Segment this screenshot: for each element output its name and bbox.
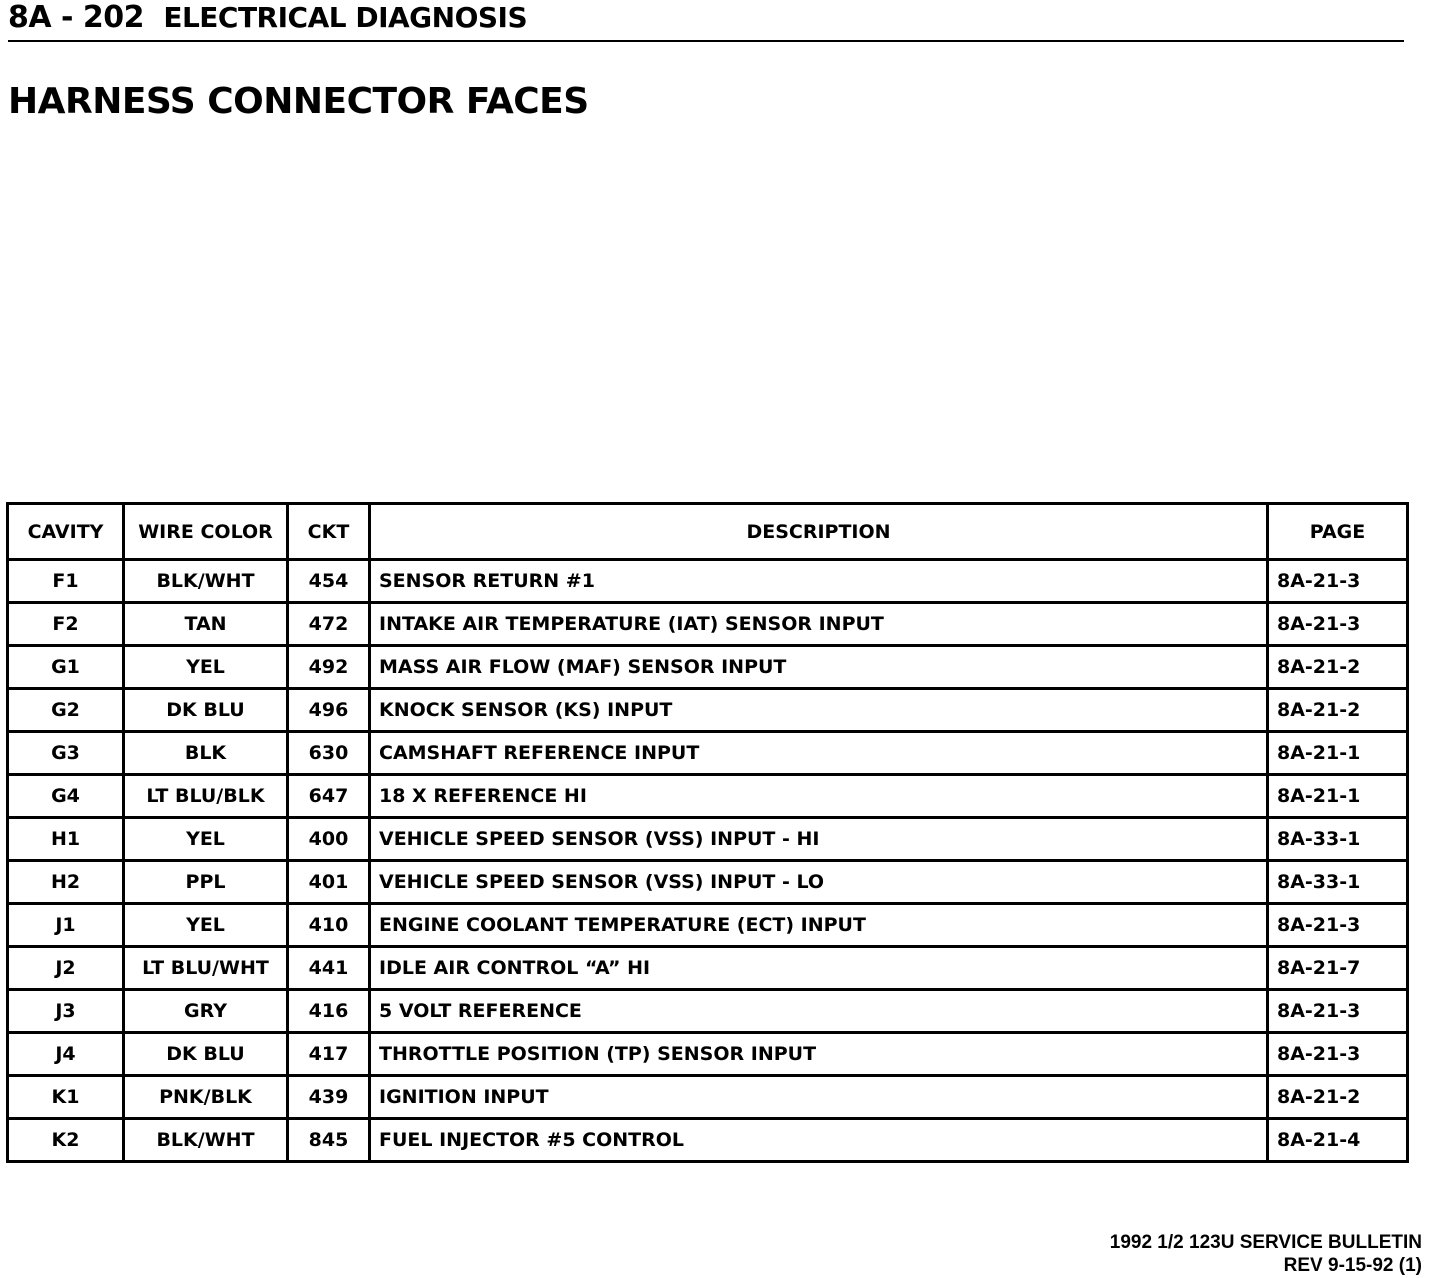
page-cell: 8A-21-1	[1268, 732, 1408, 775]
ckt-cell: 410	[288, 904, 370, 947]
table-row	[8, 990, 1408, 1033]
page-cell: 8A-33-1	[1268, 861, 1408, 904]
wire-color-cell: BLK/WHT	[124, 560, 288, 603]
page-cell: 8A-21-7	[1268, 947, 1408, 990]
ckt-cell: 492	[288, 646, 370, 689]
cavity-cell: K2	[8, 1119, 124, 1162]
cavity-cell: H1	[8, 818, 124, 861]
footer-revision: REV 9-15-92 (1)	[1283, 1255, 1422, 1276]
cavity-cell: F1	[8, 560, 124, 603]
ckt-cell: 454	[288, 560, 370, 603]
column-header-cavity: CAVITY	[8, 504, 124, 560]
description-cell: SENSOR RETURN #1	[370, 560, 1268, 603]
table-row	[8, 947, 1408, 990]
footer	[1110, 1231, 1422, 1277]
page-cell: 8A-21-3	[1268, 904, 1408, 947]
page-cell: 8A-21-3	[1268, 1033, 1408, 1076]
column-header-wire-color: WIRE COLOR	[124, 504, 288, 560]
table-row	[8, 1076, 1408, 1119]
cavity-cell: J1	[8, 904, 124, 947]
table-row	[8, 689, 1408, 732]
wire-color-cell: LT BLU/WHT	[124, 947, 288, 990]
wire-color-cell: DK BLU	[124, 689, 288, 732]
page-number: 8A - 202	[8, 0, 145, 35]
page-cell: 8A-21-4	[1268, 1119, 1408, 1162]
description-cell: FUEL INJECTOR #5 CONTROL	[370, 1119, 1268, 1162]
table-header-row	[8, 504, 1408, 560]
cavity-cell: G3	[8, 732, 124, 775]
cavity-cell: K1	[8, 1076, 124, 1119]
page-cell: 8A-21-3	[1268, 990, 1408, 1033]
table-row	[8, 646, 1408, 689]
table-row	[8, 904, 1408, 947]
ckt-cell: 439	[288, 1076, 370, 1119]
ckt-cell: 630	[288, 732, 370, 775]
wire-color-cell: YEL	[124, 818, 288, 861]
cavity-cell: G2	[8, 689, 124, 732]
wire-color-cell: YEL	[124, 646, 288, 689]
cavity-cell: H2	[8, 861, 124, 904]
cavity-cell: F2	[8, 603, 124, 646]
cavity-cell: J3	[8, 990, 124, 1033]
wire-color-cell: PNK/BLK	[124, 1076, 288, 1119]
table-row	[8, 732, 1408, 775]
column-header-page: PAGE	[1268, 504, 1408, 560]
page-cell: 8A-21-1	[1268, 775, 1408, 818]
wire-color-cell: LT BLU/BLK	[124, 775, 288, 818]
cavity-cell: G4	[8, 775, 124, 818]
table-row	[8, 1033, 1408, 1076]
description-cell: THROTTLE POSITION (TP) SENSOR INPUT	[370, 1033, 1268, 1076]
cavity-cell: G1	[8, 646, 124, 689]
cavity-cell: J2	[8, 947, 124, 990]
column-header-description: DESCRIPTION	[370, 504, 1268, 560]
page-header-title: ELECTRICAL DIAGNOSIS	[163, 1, 528, 34]
description-cell: IDLE AIR CONTROL “A” HI	[370, 947, 1268, 990]
wire-color-cell: BLK	[124, 732, 288, 775]
footer-bulletin: 1992 1/2 123U SERVICE BULLETIN	[1109, 1232, 1422, 1253]
page-cell: 8A-21-3	[1268, 603, 1408, 646]
ckt-cell: 401	[288, 861, 370, 904]
section-title: HARNESS CONNECTOR FACES	[8, 81, 589, 122]
wire-color-cell: YEL	[124, 904, 288, 947]
description-cell: IGNITION INPUT	[370, 1076, 1268, 1119]
description-cell: ENGINE COOLANT TEMPERATURE (ECT) INPUT	[370, 904, 1268, 947]
description-cell: 18 X REFERENCE HI	[370, 775, 1268, 818]
wire-color-cell: TAN	[124, 603, 288, 646]
description-cell: VEHICLE SPEED SENSOR (VSS) INPUT - HI	[370, 818, 1268, 861]
description-cell: KNOCK SENSOR (KS) INPUT	[370, 689, 1268, 732]
column-header-ckt: CKT	[288, 504, 370, 560]
page-cell: 8A-21-2	[1268, 646, 1408, 689]
page-header	[8, 0, 1404, 42]
table-row	[8, 775, 1408, 818]
wire-color-cell: PPL	[124, 861, 288, 904]
description-cell: MASS AIR FLOW (MAF) SENSOR INPUT	[370, 646, 1268, 689]
table-row	[8, 818, 1408, 861]
ckt-cell: 441	[288, 947, 370, 990]
connector-table	[6, 502, 1409, 1163]
ckt-cell: 416	[288, 990, 370, 1033]
page-cell: 8A-21-2	[1268, 1076, 1408, 1119]
description-cell: CAMSHAFT REFERENCE INPUT	[370, 732, 1268, 775]
ckt-cell: 496	[288, 689, 370, 732]
wire-color-cell: DK BLU	[124, 1033, 288, 1076]
table-row	[8, 560, 1408, 603]
page-cell: 8A-21-3	[1268, 560, 1408, 603]
description-cell: INTAKE AIR TEMPERATURE (IAT) SENSOR INPUT	[370, 603, 1268, 646]
ckt-cell: 417	[288, 1033, 370, 1076]
ckt-cell: 472	[288, 603, 370, 646]
table-row	[8, 603, 1408, 646]
wire-color-cell: BLK/WHT	[124, 1119, 288, 1162]
table-row	[8, 861, 1408, 904]
cavity-cell: J4	[8, 1033, 124, 1076]
ckt-cell: 400	[288, 818, 370, 861]
ckt-cell: 647	[288, 775, 370, 818]
table-row	[8, 1119, 1408, 1162]
wire-color-cell: GRY	[124, 990, 288, 1033]
description-cell: VEHICLE SPEED SENSOR (VSS) INPUT - LO	[370, 861, 1268, 904]
ckt-cell: 845	[288, 1119, 370, 1162]
page-cell: 8A-21-2	[1268, 689, 1408, 732]
description-cell: 5 VOLT REFERENCE	[370, 990, 1268, 1033]
page-cell: 8A-33-1	[1268, 818, 1408, 861]
